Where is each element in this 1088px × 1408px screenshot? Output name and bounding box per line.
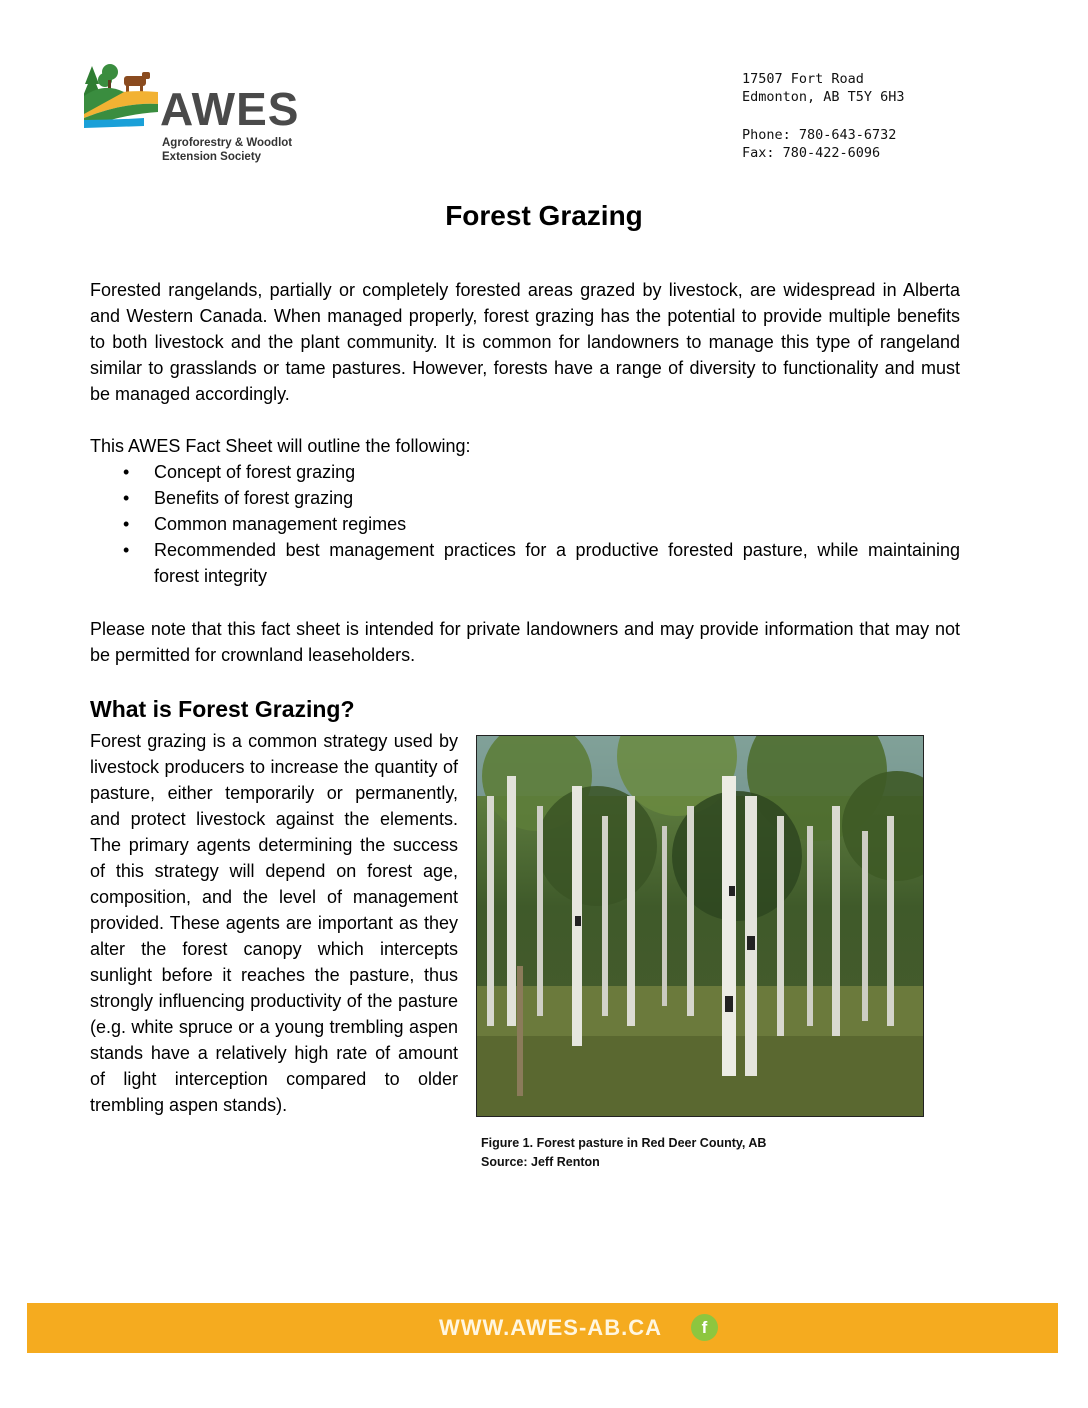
list-item-text: Recommended best management practices for a productive forested pasture, while maintaining forest integrity	[154, 540, 960, 586]
bullet-glyph: •	[123, 488, 130, 508]
bullet-glyph: •	[123, 514, 130, 534]
list-item	[90, 459, 960, 485]
list-item	[90, 485, 960, 511]
caption-source: Source: Jeff Renton	[481, 1155, 600, 1169]
address-line: Edmonton, AB T5Y 6H3	[742, 89, 905, 105]
note-paragraph: Please note that this fact sheet is intended for private landowners and may provide information that may not be permitted for crownland leaseholders.	[90, 619, 960, 665]
list-item-text: Common management regimes	[154, 514, 407, 534]
list-item	[90, 537, 960, 589]
bullet-glyph: •	[123, 462, 130, 482]
page-title: Forest Grazing	[445, 200, 643, 231]
outline-list	[90, 459, 960, 589]
figure-caption	[481, 1134, 766, 1172]
forest-pasture-photo	[476, 735, 924, 1117]
intro-paragraph: Forested rangelands, partially or completely forested areas grazed by livestock, are widespread in Alberta and Western Canada. When managed properly, forest grazing has the potential to provide multiple benefits to both livestock and the plant community. It is common for landowners to manage this type of rangeland similar to grasslands or tame pastures. However, forests have a range of diversity to functionality and must be managed accordingly.	[90, 280, 960, 404]
caption-title: Figure 1. Forest pasture in Red Deer County, AB	[481, 1136, 767, 1150]
awes-logo	[84, 62, 314, 172]
awes-landscape-icon	[84, 62, 160, 132]
logo-subtitle-line: Agroforestry & Woodlot	[162, 137, 293, 149]
phone-number: Phone: 780-643-6732	[742, 127, 897, 143]
contact-block	[742, 70, 905, 162]
outline-lead: This AWES Fact Sheet will outline the following:	[90, 436, 471, 456]
footer-bar	[27, 1303, 1058, 1353]
section-heading: What is Forest Grazing?	[90, 696, 355, 722]
bullet-glyph: •	[123, 540, 130, 560]
website-link[interactable]: WWW.AWES-AB.CA	[439, 1315, 662, 1340]
list-item	[90, 511, 960, 537]
facebook-icon[interactable]: f	[691, 1314, 718, 1341]
fax-number: Fax: 780-422-6096	[742, 145, 881, 161]
address-line: 17507 Fort Road	[742, 71, 864, 87]
forest-illustration	[477, 736, 923, 1116]
logo-subtitle	[162, 136, 292, 164]
list-item-text: Concept of forest grazing	[154, 462, 356, 482]
spacer	[742, 106, 905, 126]
logo-wordmark: AWES	[160, 83, 300, 135]
list-item-text: Benefits of forest grazing	[154, 488, 354, 508]
section-body: Forest grazing is a common strategy used by livestock producers to increase the quantity of pasture, either temporarily or permanently, and protect livestock against the elements. The primary agents determining the success of this strategy will depend on forest age, composition, and the level of management provided. These agents are important as they alter the forest canopy which intercepts sunlight before it reaches the pasture, thus strongly influencing productivity of the pasture (e.g. white spruce or a young trembling aspen stands have a relatively high rate of amount of light interception compared to older trembling aspen stands).	[90, 731, 458, 1115]
logo-subtitle-line: Extension Society	[162, 151, 262, 163]
